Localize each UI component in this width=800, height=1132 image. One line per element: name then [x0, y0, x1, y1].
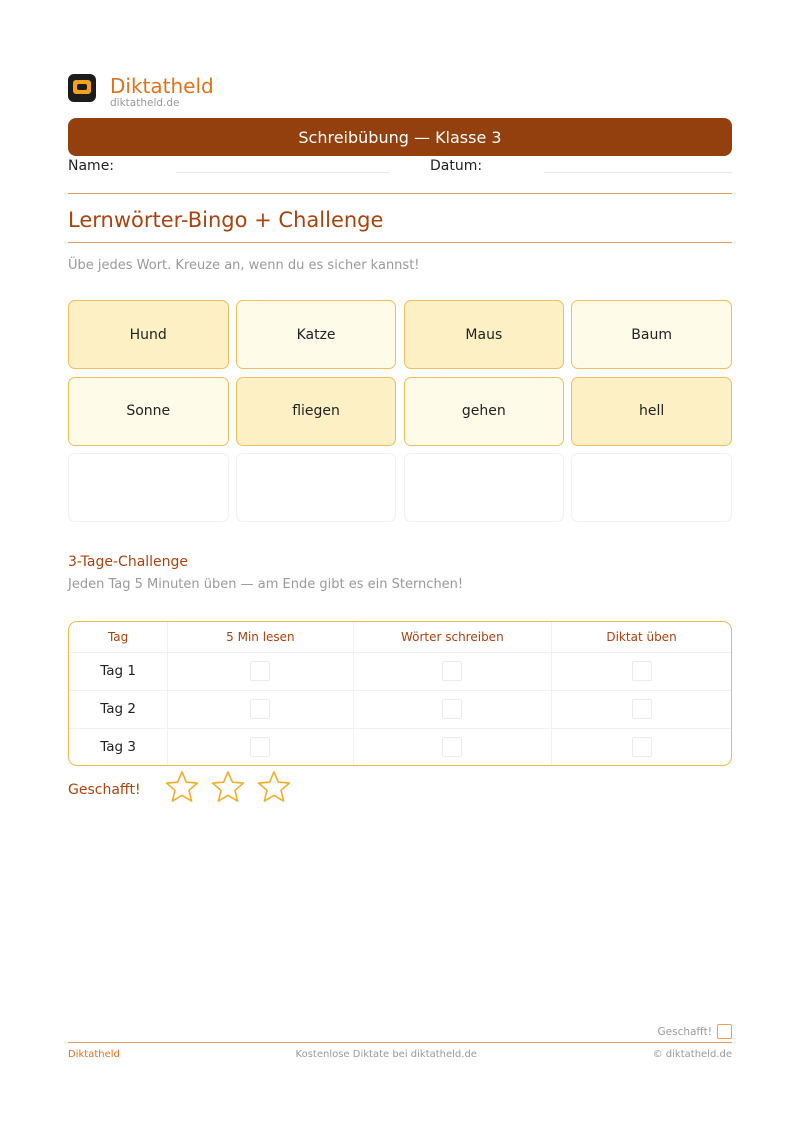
checkbox[interactable]	[632, 699, 652, 719]
day-label: Tag 3	[69, 728, 168, 766]
section-title: Lernwörter-Bingo + Challenge	[68, 208, 384, 232]
bingo-cell-empty[interactable]	[68, 453, 229, 522]
date-field[interactable]	[544, 172, 732, 173]
done-label: Geschafft!	[68, 782, 141, 798]
challenge-subtitle: Jeden Tag 5 Minuten üben — am Ende gibt es ein Sternchen!	[68, 577, 464, 592]
table-row	[69, 728, 731, 766]
table-row	[69, 652, 731, 690]
bingo-cell-empty[interactable]	[404, 453, 565, 522]
footer	[68, 1049, 732, 1060]
divider-top	[68, 193, 732, 194]
column-header: 5 Min lesen	[168, 622, 353, 652]
star-icon[interactable]	[165, 770, 199, 804]
bingo-cell[interactable]: gehen	[404, 377, 565, 446]
logo-icon	[68, 74, 96, 102]
day-label: Tag 2	[69, 690, 168, 728]
brand-name: Diktatheld	[110, 74, 214, 98]
brand-url: diktatheld.de	[110, 97, 180, 109]
table-header-row	[69, 622, 731, 652]
star-icon[interactable]	[211, 770, 245, 804]
bingo-cell[interactable]: Hund	[68, 300, 229, 369]
instruction-text: Übe jedes Wort. Kreuze an, wenn du es sicher kannst!	[68, 258, 420, 273]
date-label: Datum:	[430, 158, 483, 174]
bingo-cell[interactable]: hell	[571, 377, 732, 446]
challenge-title: 3-Tage-Challenge	[68, 554, 189, 570]
title-banner	[68, 118, 732, 156]
checkbox[interactable]	[442, 699, 462, 719]
bingo-cell-empty[interactable]	[571, 453, 732, 522]
divider-footer	[68, 1042, 732, 1043]
banner-title: Schreibübung — Klasse 3	[298, 127, 502, 147]
footer-check-label: Geschafft!	[657, 1025, 712, 1038]
column-header: Wörter schreiben	[353, 622, 551, 652]
column-header: Tag	[69, 622, 168, 652]
star-icon[interactable]	[257, 770, 291, 804]
name-field[interactable]	[176, 172, 390, 173]
column-header: Diktat üben	[552, 622, 731, 652]
checkbox[interactable]	[442, 661, 462, 681]
footer-checkbox[interactable]	[717, 1024, 732, 1039]
bingo-grid	[68, 300, 732, 522]
checkbox[interactable]	[442, 737, 462, 757]
checkbox[interactable]	[632, 737, 652, 757]
challenge-table	[68, 621, 732, 766]
day-label: Tag 1	[100, 663, 136, 679]
name-date-row	[68, 158, 732, 180]
brand-header	[68, 72, 214, 109]
bingo-cell[interactable]: Katze	[236, 300, 397, 369]
bingo-cell[interactable]: Maus	[404, 300, 565, 369]
footer-copyright: © diktatheld.de	[652, 1049, 732, 1060]
checkbox[interactable]	[632, 661, 652, 681]
bingo-cell[interactable]: Sonne	[68, 377, 229, 446]
checkbox[interactable]	[250, 661, 270, 681]
bingo-cell[interactable]: Baum	[571, 300, 732, 369]
footer-check	[658, 1024, 733, 1039]
table-row	[69, 690, 731, 728]
divider-section	[68, 242, 732, 243]
checkbox[interactable]	[250, 699, 270, 719]
footer-tagline: Kostenlose Diktate bei diktatheld.de	[295, 1049, 477, 1060]
name-label: Name:	[68, 158, 115, 174]
star-rating	[165, 770, 303, 804]
bingo-cell-empty[interactable]	[236, 453, 397, 522]
bingo-cell[interactable]: fliegen	[236, 377, 397, 446]
footer-brand: Diktatheld	[68, 1049, 120, 1060]
checkbox[interactable]	[250, 737, 270, 757]
